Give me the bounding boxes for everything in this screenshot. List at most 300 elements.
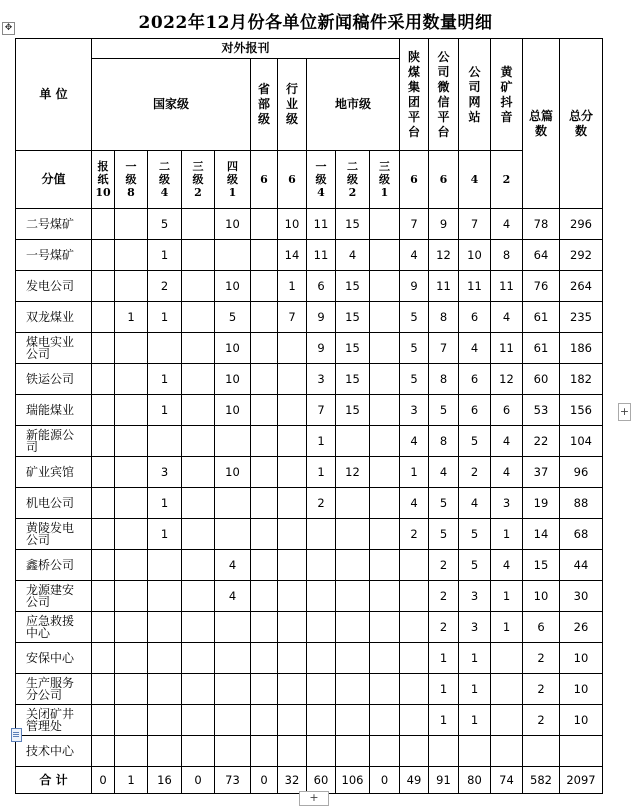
data-cell: 68 — [560, 519, 603, 550]
table-row — [16, 271, 603, 302]
data-cell: 53 — [523, 395, 560, 426]
unit-name: 新能源公 司 — [16, 426, 92, 457]
data-cell — [115, 488, 148, 519]
data-cell — [215, 519, 251, 550]
data-cell — [92, 302, 115, 333]
data-cell — [370, 674, 400, 705]
data-cell: 5 — [400, 302, 429, 333]
data-cell: 4 — [400, 426, 429, 457]
data-cell: 6 — [523, 612, 560, 643]
data-cell: 10 — [215, 333, 251, 364]
data-cell — [115, 209, 148, 240]
data-cell: 2 — [459, 457, 491, 488]
total-cell: 0 — [182, 767, 215, 794]
data-cell: 15 — [336, 302, 370, 333]
data-cell: 2 — [429, 612, 459, 643]
data-cell: 5 — [429, 395, 459, 426]
data-cell: 1 — [148, 302, 182, 333]
data-cell — [336, 581, 370, 612]
unit-name: 机电公司 — [16, 488, 92, 519]
total-cell: 49 — [400, 767, 429, 794]
data-cell — [92, 488, 115, 519]
data-cell: 1 — [459, 674, 491, 705]
data-cell: 104 — [560, 426, 603, 457]
table-row — [16, 674, 603, 705]
data-cell — [92, 457, 115, 488]
data-cell: 3 — [307, 364, 336, 395]
data-cell — [370, 457, 400, 488]
data-cell: 76 — [523, 271, 560, 302]
table-row — [16, 736, 603, 767]
data-cell: 2 — [400, 519, 429, 550]
score-cell: 二 级 4 — [148, 151, 182, 209]
score-cell: 三 级 1 — [370, 151, 400, 209]
data-cell — [251, 581, 278, 612]
data-cell: 2 — [429, 550, 459, 581]
data-cell — [307, 581, 336, 612]
data-cell: 1 — [148, 364, 182, 395]
data-cell — [370, 240, 400, 271]
data-cell: 15 — [336, 364, 370, 395]
unit-name: 鑫桥公司 — [16, 550, 92, 581]
total-cell: 60 — [307, 767, 336, 794]
data-cell: 11 — [307, 240, 336, 271]
table-row — [16, 488, 603, 519]
data-cell: 15 — [336, 209, 370, 240]
data-cell — [182, 395, 215, 426]
data-cell — [251, 550, 278, 581]
score-cell: 6 — [251, 151, 278, 209]
data-cell — [148, 612, 182, 643]
data-cell — [182, 581, 215, 612]
data-cell: 10 — [278, 209, 307, 240]
score-row-label: 分值 — [16, 151, 92, 209]
data-cell — [115, 674, 148, 705]
data-cell — [336, 736, 370, 767]
data-cell — [278, 519, 307, 550]
data-cell: 88 — [560, 488, 603, 519]
data-cell — [115, 519, 148, 550]
data-cell: 10 — [560, 674, 603, 705]
data-cell — [278, 674, 307, 705]
table-row — [16, 581, 603, 612]
data-cell: 1 — [307, 426, 336, 457]
total-cell: 91 — [429, 767, 459, 794]
data-cell: 6 — [459, 395, 491, 426]
data-cell: 9 — [400, 271, 429, 302]
data-cell: 3 — [459, 612, 491, 643]
data-cell: 5 — [459, 519, 491, 550]
data-cell: 1 — [491, 612, 523, 643]
data-cell: 4 — [459, 488, 491, 519]
data-cell: 5 — [459, 550, 491, 581]
data-cell — [370, 302, 400, 333]
score-cell: 6 — [400, 151, 429, 209]
data-cell: 5 — [215, 302, 251, 333]
data-cell — [370, 550, 400, 581]
data-cell — [148, 705, 182, 736]
data-cell — [92, 581, 115, 612]
data-cell: 10 — [215, 364, 251, 395]
data-cell — [307, 612, 336, 643]
unit-name: 应急救援 中心 — [16, 612, 92, 643]
data-cell — [278, 457, 307, 488]
data-cell — [148, 426, 182, 457]
table-row — [16, 364, 603, 395]
data-cell — [370, 643, 400, 674]
data-cell — [115, 364, 148, 395]
data-cell: 11 — [491, 333, 523, 364]
table-row — [16, 426, 603, 457]
data-cell: 2 — [523, 643, 560, 674]
data-cell: 15 — [336, 333, 370, 364]
data-cell — [370, 612, 400, 643]
data-cell — [370, 271, 400, 302]
header-national: 国家级 — [92, 59, 251, 151]
unit-name: 黄陵发电 公司 — [16, 519, 92, 550]
data-cell: 7 — [429, 333, 459, 364]
data-cell — [400, 612, 429, 643]
data-cell — [491, 674, 523, 705]
header-total-articles: 总篇 数 — [528, 108, 553, 138]
data-cell — [336, 705, 370, 736]
data-cell — [560, 736, 603, 767]
data-cell — [370, 581, 400, 612]
data-cell: 4 — [491, 209, 523, 240]
data-cell: 1 — [115, 302, 148, 333]
data-cell: 5 — [459, 426, 491, 457]
data-cell: 4 — [491, 302, 523, 333]
total-cell: 32 — [278, 767, 307, 794]
data-cell: 3 — [148, 457, 182, 488]
total-cell: 16 — [148, 767, 182, 794]
data-cell: 1 — [148, 488, 182, 519]
data-cell — [251, 426, 278, 457]
unit-name: 瑞能煤业 — [16, 395, 92, 426]
data-cell — [491, 643, 523, 674]
data-cell — [278, 736, 307, 767]
unit-name: 关闭矿井 管理处 — [16, 705, 92, 736]
data-cell: 2 — [523, 674, 560, 705]
data-cell: 8 — [491, 240, 523, 271]
data-cell — [307, 550, 336, 581]
header-total-score: 总分 数 — [568, 108, 593, 138]
data-cell — [251, 705, 278, 736]
data-cell — [148, 736, 182, 767]
data-cell — [182, 643, 215, 674]
data-cell: 6 — [459, 302, 491, 333]
data-cell: 11 — [459, 271, 491, 302]
data-cell — [400, 674, 429, 705]
data-cell: 4 — [400, 488, 429, 519]
document-icon — [11, 728, 22, 742]
data-cell — [148, 643, 182, 674]
data-cell — [307, 736, 336, 767]
data-cell: 61 — [523, 302, 560, 333]
total-cell: 0 — [251, 767, 278, 794]
header-website: 公 司 网 站 — [468, 64, 481, 124]
data-cell — [215, 612, 251, 643]
data-cell — [92, 271, 115, 302]
data-cell — [400, 550, 429, 581]
header-city: 地市级 — [307, 59, 400, 151]
data-cell: 37 — [523, 457, 560, 488]
data-cell — [215, 674, 251, 705]
header-external-press: 对外报刊 — [92, 39, 400, 59]
data-cell — [491, 705, 523, 736]
page-title: 2022年12月份各单位新闻稿件采用数量明细 — [138, 13, 493, 33]
data-cell: 1 — [307, 457, 336, 488]
table-row — [16, 395, 603, 426]
data-cell: 10 — [215, 457, 251, 488]
data-cell: 182 — [560, 364, 603, 395]
data-cell — [115, 426, 148, 457]
data-cell — [215, 240, 251, 271]
data-cell — [336, 643, 370, 674]
total-cell: 0 — [92, 767, 115, 794]
data-cell — [307, 705, 336, 736]
unit-name: 安保中心 — [16, 643, 92, 674]
data-cell — [115, 395, 148, 426]
data-cell — [307, 519, 336, 550]
data-cell — [182, 488, 215, 519]
data-cell: 10 — [523, 581, 560, 612]
data-cell: 78 — [523, 209, 560, 240]
data-cell: 2 — [429, 581, 459, 612]
data-cell: 1 — [491, 519, 523, 550]
data-cell — [251, 209, 278, 240]
score-cell: 6 — [429, 151, 459, 209]
data-cell — [400, 643, 429, 674]
header-douyin: 黄 矿 抖 音 — [500, 64, 513, 124]
data-cell: 4 — [336, 240, 370, 271]
unit-name: 一号煤矿 — [16, 240, 92, 271]
data-cell: 2 — [523, 705, 560, 736]
data-cell — [251, 395, 278, 426]
unit-name: 生产服务 分公司 — [16, 674, 92, 705]
data-cell — [115, 333, 148, 364]
data-cell: 1 — [278, 271, 307, 302]
data-cell — [115, 736, 148, 767]
total-cell: 73 — [215, 767, 251, 794]
data-cell: 44 — [560, 550, 603, 581]
data-cell — [336, 612, 370, 643]
score-cell: 6 — [278, 151, 307, 209]
data-cell: 4 — [491, 550, 523, 581]
data-cell: 186 — [560, 333, 603, 364]
data-cell — [251, 457, 278, 488]
data-cell — [182, 271, 215, 302]
table-row — [16, 705, 603, 736]
data-cell: 4 — [215, 581, 251, 612]
data-cell: 61 — [523, 333, 560, 364]
data-cell — [251, 333, 278, 364]
data-cell: 1 — [148, 240, 182, 271]
unit-name: 技术中心 — [16, 736, 92, 767]
data-cell — [148, 581, 182, 612]
table-move-handle-icon[interactable]: ✥ — [2, 22, 15, 35]
data-cell: 10 — [459, 240, 491, 271]
data-cell: 4 — [400, 240, 429, 271]
data-cell — [182, 550, 215, 581]
data-cell — [400, 736, 429, 767]
table-row — [16, 209, 603, 240]
score-cell: 一 级 4 — [307, 151, 336, 209]
unit-name: 发电公司 — [16, 271, 92, 302]
table-row — [16, 550, 603, 581]
data-cell — [336, 550, 370, 581]
add-column-icon[interactable]: + — [618, 403, 631, 421]
data-cell — [370, 426, 400, 457]
data-cell — [92, 736, 115, 767]
data-cell — [251, 271, 278, 302]
data-cell — [148, 674, 182, 705]
table-row — [16, 240, 603, 271]
header-industry: 行 业 级 — [285, 82, 298, 126]
data-cell — [182, 612, 215, 643]
data-cell: 6 — [307, 271, 336, 302]
data-cell — [92, 519, 115, 550]
data-cell: 235 — [560, 302, 603, 333]
data-cell: 64 — [523, 240, 560, 271]
data-cell — [429, 736, 459, 767]
data-cell — [370, 736, 400, 767]
data-cell — [215, 488, 251, 519]
data-cell — [182, 426, 215, 457]
data-cell: 1 — [429, 643, 459, 674]
data-cell — [278, 395, 307, 426]
data-cell — [215, 736, 251, 767]
data-cell: 8 — [429, 302, 459, 333]
data-cell — [92, 333, 115, 364]
data-cell — [115, 240, 148, 271]
data-cell — [336, 426, 370, 457]
data-cell — [307, 674, 336, 705]
data-cell — [491, 736, 523, 767]
data-cell: 4 — [459, 333, 491, 364]
data-cell: 15 — [336, 395, 370, 426]
data-cell: 96 — [560, 457, 603, 488]
data-cell — [251, 364, 278, 395]
data-cell — [182, 240, 215, 271]
data-cell — [115, 705, 148, 736]
data-cell — [336, 488, 370, 519]
data-cell — [336, 519, 370, 550]
data-cell — [370, 333, 400, 364]
score-cell: 二 级 2 — [336, 151, 370, 209]
data-cell — [370, 364, 400, 395]
data-cell — [523, 736, 560, 767]
data-cell — [182, 736, 215, 767]
data-cell — [92, 395, 115, 426]
data-cell — [278, 612, 307, 643]
unit-name: 煤电实业 公司 — [16, 333, 92, 364]
data-cell: 5 — [429, 488, 459, 519]
header-wechat-platform: 公 司 微 信 平 台 — [437, 49, 450, 139]
data-cell: 11 — [429, 271, 459, 302]
data-cell: 4 — [491, 426, 523, 457]
unit-name: 双龙煤业 — [16, 302, 92, 333]
data-cell: 1 — [459, 643, 491, 674]
data-cell — [251, 519, 278, 550]
total-row — [16, 767, 603, 794]
data-cell — [336, 674, 370, 705]
data-cell — [115, 643, 148, 674]
data-cell: 3 — [459, 581, 491, 612]
data-cell — [182, 519, 215, 550]
score-cell: 2 — [491, 151, 523, 209]
data-cell — [278, 333, 307, 364]
data-cell — [182, 674, 215, 705]
data-cell: 4 — [215, 550, 251, 581]
data-cell — [251, 302, 278, 333]
unit-name: 矿业宾馆 — [16, 457, 92, 488]
data-cell: 8 — [429, 364, 459, 395]
news-count-table — [15, 38, 603, 794]
data-cell — [182, 333, 215, 364]
data-cell: 9 — [429, 209, 459, 240]
data-cell: 2 — [148, 271, 182, 302]
data-cell — [370, 705, 400, 736]
data-cell — [307, 643, 336, 674]
data-cell — [92, 240, 115, 271]
data-cell: 5 — [400, 364, 429, 395]
table-row — [16, 333, 603, 364]
data-cell: 9 — [307, 302, 336, 333]
add-row-icon[interactable]: + — [299, 791, 329, 806]
data-cell — [92, 426, 115, 457]
data-cell — [459, 736, 491, 767]
total-cell: 1 — [115, 767, 148, 794]
data-cell: 1 — [400, 457, 429, 488]
data-cell: 2 — [307, 488, 336, 519]
data-cell — [92, 705, 115, 736]
data-cell — [115, 271, 148, 302]
data-cell — [148, 333, 182, 364]
data-cell — [182, 705, 215, 736]
data-cell: 1 — [148, 519, 182, 550]
table-row — [16, 519, 603, 550]
data-cell — [251, 736, 278, 767]
data-cell — [92, 643, 115, 674]
data-cell: 10 — [560, 643, 603, 674]
data-cell — [115, 581, 148, 612]
data-cell — [400, 581, 429, 612]
data-cell — [278, 426, 307, 457]
data-cell: 10 — [215, 395, 251, 426]
data-cell: 19 — [523, 488, 560, 519]
data-cell: 12 — [491, 364, 523, 395]
data-cell: 1 — [491, 581, 523, 612]
data-cell: 14 — [278, 240, 307, 271]
data-cell — [182, 209, 215, 240]
data-cell — [278, 643, 307, 674]
table-row — [16, 457, 603, 488]
data-cell — [370, 519, 400, 550]
data-cell — [400, 705, 429, 736]
data-cell: 6 — [459, 364, 491, 395]
unit-name: 二号煤矿 — [16, 209, 92, 240]
total-cell: 80 — [459, 767, 491, 794]
data-cell: 296 — [560, 209, 603, 240]
score-cell: 4 — [459, 151, 491, 209]
data-cell: 4 — [429, 457, 459, 488]
header-shaanmei-platform: 陕 煤 集 团 平 台 — [407, 49, 420, 139]
data-cell — [215, 705, 251, 736]
data-cell — [251, 643, 278, 674]
data-cell: 12 — [336, 457, 370, 488]
data-cell: 6 — [491, 395, 523, 426]
